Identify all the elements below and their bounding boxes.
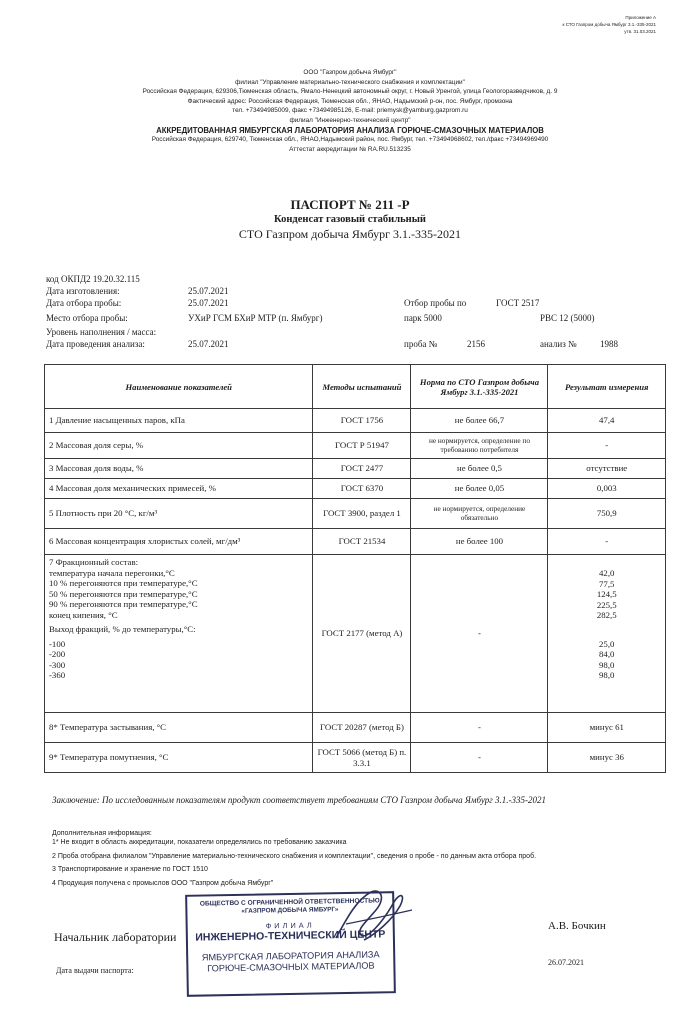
yield-value: 25,0 (599, 638, 615, 649)
analysis-date-value: 25.07.2021 (188, 339, 229, 349)
document-titles (40, 196, 660, 242)
yield-value: 98,0 (599, 659, 615, 670)
row-result: - (548, 433, 666, 459)
row-result: 47,4 (548, 409, 666, 433)
fraction-value: 225,5 (596, 599, 617, 610)
sampling-value: ГОСТ 2517 (496, 298, 540, 308)
branch-name: филиал "Управление материально-технического снабжения и комплектации" (235, 78, 465, 86)
header-norm: Норма по СТО Газпром добыча Ямбург 3.1.-335-2021 (411, 365, 548, 409)
fraction-line: 90 % перегоняются при температуре,°С (49, 599, 198, 609)
yield-title: Выход фракций, % до температуры,°С: (49, 624, 196, 634)
row-norm: не более 66,7 (411, 409, 548, 433)
sample-date-label: Дата отбора пробы: (46, 298, 122, 308)
fraction-line: конец кипения, °С (49, 609, 118, 620)
row-name: 8* Температура застывания, °С (45, 713, 313, 743)
stamp-line: «ГАЗПРОМ ДОБЫЧА ЯМБУРГ» (241, 906, 339, 915)
row-norm: не более 100 (411, 529, 548, 555)
stamp-line: ИНЖЕНЕРНО-ТЕХНИЧЕСКИЙ ЦЕНТР (195, 928, 386, 944)
row-norm: - (411, 713, 548, 743)
header-indicator: Наименование показателей (45, 365, 313, 409)
sample-no-value: 2156 (467, 339, 485, 349)
appendix-line: утв. 31.03.2021 (624, 29, 656, 34)
fraction-line: температура начала перегонки,°С (49, 567, 175, 578)
row-norm: не более 0,5 (411, 459, 548, 479)
signer-name: А.В. Бочкин (548, 920, 606, 932)
appendix-line: Приложение А (625, 15, 656, 20)
issue-date-label: Дата выдачи паспорта: (56, 966, 134, 975)
sampling-label: Отбор пробы по (404, 298, 467, 308)
conclusion: Заключение: По исследованным показателям продукт соответствует требованиям СТО Газпром добыча Ямбург 3.1.-335-2021 (52, 795, 547, 805)
signer-position: Начальник лаборатории (54, 930, 177, 944)
yield-value: 98,0 (599, 670, 615, 680)
passport-number: ПАСПОРТ № 211 -Р (290, 197, 410, 212)
results-table (44, 364, 666, 773)
row-result: минус 61 (548, 713, 666, 743)
analysis-no-label: анализ № (540, 339, 577, 349)
row-norm: не более 0,05 (411, 479, 548, 499)
lab-address: Российская Федерация, 629740, Тюменская обл., ЯНАО,Надымский район, пос. Ямбург, тел. +73494968602, тел./факс +73494969490 (151, 136, 549, 144)
issue-date-value: 26.07.2021 (548, 958, 584, 967)
okpd-code: код ОКПД2 19.20.32.115 (46, 274, 140, 284)
header-result: Результат измерения (548, 365, 666, 409)
table-row (45, 743, 666, 773)
fraction-row (45, 555, 666, 713)
fraction-norm: - (411, 555, 548, 713)
additional-line: 3 Транспортирование и хранение по ГОСТ 1510 (52, 866, 208, 874)
appendix-note (562, 14, 656, 35)
row-result: минус 36 (548, 743, 666, 773)
table-row (45, 459, 666, 479)
row-method: ГОСТ 3900, раздел 1 (313, 499, 411, 529)
stamp-line: ЯМБУРГСКАЯ ЛАБОРАТОРИЯ АНАЛИЗА (201, 949, 380, 963)
row-name: 5 Плотность при 20 °С, кг/м³ (45, 499, 313, 529)
handwritten-signature (326, 880, 416, 950)
branch2-name: филиал "Инженерно-технический центр" (289, 116, 411, 124)
row-method: ГОСТ Р 51947 (313, 433, 411, 459)
stamp-line: ОБЩЕСТВО С ОГРАНИЧЕННОЙ ОТВЕТСТВЕННОСТЬЮ (199, 897, 380, 908)
table-row (45, 479, 666, 499)
additional-line: 1* Не входит в область аккредитации, показатели определялись по требованию заказчика (52, 838, 347, 846)
row-method: ГОСТ 21534 (313, 529, 411, 555)
additional-title: Дополнительная информация: (52, 830, 152, 837)
row-result: 0,003 (548, 479, 666, 499)
row-method: ГОСТ 6370 (313, 479, 411, 499)
sample-no-label: проба № (404, 339, 438, 349)
row-method: ГОСТ 20287 (метод Б) (313, 713, 411, 743)
appendix-line: к СТО Газпром добыча Ямбург 3.1.-335-2021 (562, 22, 656, 27)
header-method: Методы испытаний (313, 365, 411, 409)
park-label: парк 5000 (404, 313, 442, 323)
table-row (45, 499, 666, 529)
table-row (45, 713, 666, 743)
lab-name: АККРЕДИТОВАННАЯ ЯМБУРГСКАЯ ЛАБОРАТОРИЯ АНАЛИЗА ГОРЮЧЕ-СМАЗОЧНЫХ МАТЕРИАЛОВ (156, 125, 544, 135)
yield-line: -360 (49, 670, 66, 680)
yield-line: -100 (49, 638, 66, 649)
yield-value: 84,0 (599, 649, 615, 659)
fraction-method: ГОСТ 2177 (метод А) (313, 555, 411, 713)
row-norm: не нормируется, определение обязательно (411, 499, 548, 529)
yield-line: -300 (49, 659, 66, 670)
yield-line: -200 (49, 649, 66, 659)
made-value: 25.07.2021 (188, 286, 229, 296)
row-name: 9* Температура помутнения, °С (45, 743, 313, 773)
park-value: РВС 12 (5000) (540, 313, 595, 323)
fraction-results (548, 555, 666, 713)
fraction-value: 282,5 (596, 610, 617, 620)
table-header-row (45, 365, 666, 409)
row-result: 750,9 (548, 499, 666, 529)
row-method: ГОСТ 5066 (метод Б) п. 3.3.1 (313, 743, 411, 773)
fraction-value: 42,0 (599, 568, 615, 578)
additional-line: 4 Продукция получена с промыслов ООО "Газпром добыча Ямбург" (52, 880, 274, 888)
analysis-no-value: 1988 (600, 339, 618, 349)
row-name: 3 Массовая доля воды, % (45, 459, 313, 479)
stamp-line: ФИЛИАЛ (265, 920, 315, 931)
place-label: Место отбора пробы: (46, 313, 128, 323)
made-label: Дата изготовления: (46, 286, 120, 296)
product-standard: СТО Газпром добыча Ямбург 3.1.-335-2021 (238, 227, 462, 241)
row-norm: не нормируется, определение по требованию потребителя (411, 433, 548, 459)
fraction-value: 124,5 (596, 589, 617, 599)
legal-address: Российская Федерация, 629306,Тюменская область, Ямало-Ненецкий автономный округ, г. Новый Уренгой, улица Геологоразведчиков, д. 9 (142, 88, 558, 96)
accreditation: Аттестат аккредитации № RA.RU.513235 (289, 145, 411, 153)
row-name: 1 Давление насыщенных паров, кПа (45, 409, 313, 433)
fraction-line: 50 % перегоняются при температуре,°С (49, 588, 198, 599)
row-method: ГОСТ 1756 (313, 409, 411, 433)
row-method: ГОСТ 2477 (313, 459, 411, 479)
place-value: УХиР ГСМ БХиР МТР (п. Ямбург) (188, 313, 323, 323)
level-label: Уровень наполнения / масса: (46, 327, 157, 337)
fraction-title: 7 Фракционный состав: (49, 557, 139, 567)
table-row (45, 433, 666, 459)
fraction-line: 10 % перегоняются при температуре,°С (49, 578, 198, 588)
row-name: 4 Массовая доля механических примесей, % (45, 479, 313, 499)
analysis-date-label: Дата проведения анализа: (46, 339, 145, 349)
document-header (40, 68, 660, 154)
fraction-names (45, 555, 313, 713)
product-name: Конденсат газовый стабильный (274, 214, 426, 225)
contacts: тел. +73494985009, факс +73494985126, E-mail: priemysk@yamburg.gazprom.ru (232, 107, 468, 115)
table-row (45, 529, 666, 555)
stamp-line: ГОРЮЧЕ-СМАЗОЧНЫХ МАТЕРИАЛОВ (207, 960, 375, 974)
additional-line: 2 Проба отобрана филиалом "Управление материально-технического снабжения и комплектации", сведения о пробе - по данным акта отбора проб. (52, 852, 537, 860)
fraction-value: 77,5 (599, 578, 615, 589)
table-row (45, 409, 666, 433)
row-name: 6 Массовая концентрация хлористых солей, мг/дм³ (45, 529, 313, 555)
actual-address: Фактический адрес: Российская Федерация, Тюменская обл., ЯНАО, Надымский р-он, пос. Ямбург, промзона (187, 97, 513, 105)
sample-date-value: 25.07.2021 (188, 298, 229, 308)
row-result: отсутствие (548, 459, 666, 479)
row-norm: - (411, 743, 548, 773)
row-name: 2 Массовая доля серы, % (45, 433, 313, 459)
company-name: ООО "Газпром добыча Ямбург" (303, 69, 397, 76)
row-result: - (548, 529, 666, 555)
